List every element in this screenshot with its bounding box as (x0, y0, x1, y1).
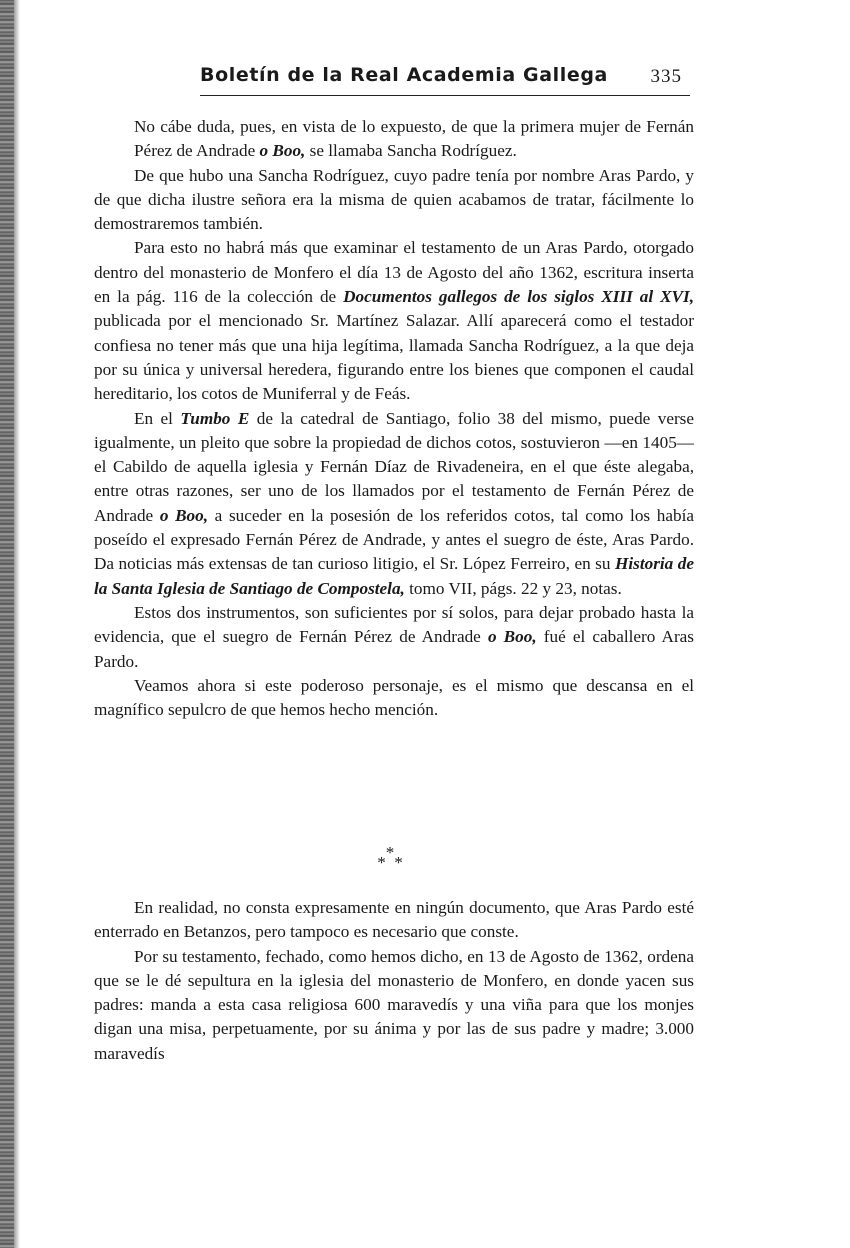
body-text-lower (94, 896, 694, 1066)
italic-run: Documentos gallegos de los siglos XIII al XVI, (343, 287, 695, 307)
body-text-upper (94, 115, 694, 722)
text-run: Estos dos instrumentos, son suficientes por sí solos, para dejar probado hasta la evidencia, que el suegro de Fernán Pérez de Andrade (94, 602, 694, 647)
text-run: de la catedral de Santiago, folio 38 del mismo, puede verse igualmente, un pleito que sobre la propiedad de dichos cotos, sostuvieron —en 1405— el Cabildo de aquella iglesia y Fernán Díaz de Rivadeneira, en el que éste alegaba, entre otras razones, ser uno de los llamados por el testamento de Fernán Pérez de Andrade (94, 408, 695, 525)
italic-run: o Boo, (159, 505, 209, 525)
paragraph (94, 115, 694, 164)
italic-run: Historia de la Santa Iglesia de Santiago de Compostela, (94, 554, 695, 598)
text-run: tomo VII, págs. 22 y 23, notas. (404, 578, 622, 598)
italic-run: Tumbo E (180, 408, 250, 428)
asterisk-top: * (385, 843, 395, 862)
page-number: 335 (650, 66, 682, 87)
asterisk-pair: * * (377, 853, 403, 872)
text-run: se llamaba Sancha Rodríguez. (305, 141, 517, 161)
paragraph: En realidad, no consta expresamente en ningún documento, que Aras Pardo esté enterrado en Betanzos, pero tampoco es necesario que conste. (94, 898, 694, 942)
book-binding-edge (0, 0, 14, 1248)
header-rule (200, 95, 690, 96)
journal-title: Boletín de la Real Academia Gallega (200, 64, 608, 86)
italic-run: o Boo, (487, 627, 537, 647)
text-run: En el (134, 408, 181, 428)
paragraph (94, 601, 694, 674)
text-run: fué el caballero Aras Pardo. (94, 627, 694, 671)
text-run: a suceder en la posesión de los referidos cotos, tal como los había poseído el expresado Fernán Pérez de Andrade, y antes el suegro de éste, Aras Pardo. Da noticias más extensas de tan curioso litigio, el Sr. López Ferreiro, en su (94, 505, 694, 574)
section-asterism (370, 843, 410, 878)
paragraph (94, 407, 694, 601)
paragraph (94, 674, 694, 723)
paragraph (94, 236, 694, 406)
italic-run: o Boo, (259, 141, 306, 161)
text-run: No cábe duda, pues, en vista de lo expuesto, de que la primera mujer de Fernán Pérez de Andrade (134, 117, 694, 161)
paragraph (94, 164, 694, 237)
text-run: publicada por el mencionado Sr. Martínez Salazar. Allí aparecerá como el testador confiesa no tener más que una hija legítima, llamada Sancha Rodríguez, a la que deja por su única y universal heredera, figurando entre los bienes que componen el caudal hereditario, los cotos de Muniferral y de Feás. (94, 311, 694, 404)
text-run: Para esto no habrá más que examinar el testamento de un Aras Pardo, otorgado dentro del monasterio de Monfero el día 13 de Agosto del año 1362, escritura inserta en la pág. 116 de la colección de (94, 238, 694, 307)
text-run: Veamos ahora si este poderoso personaje, es el mismo que descansa en el magnífico sepulcro de que hemos hecho mención. (94, 675, 694, 720)
text-run: De que hubo una Sancha Rodríguez, cuyo padre tenía por nombre Aras Pardo, y de que dicha ilustre señora era la misma de quien acabamos de tratar, fácilmente lo demostraremos también. (94, 165, 694, 234)
paragraph: Por su testamento, fechado, como hemos dicho, en 13 de Agosto de 1362, ordena que se le dé sepultura en la iglesia del monasterio de Monfero, en donde yacen sus padres: manda a esta casa religiosa 600 maravedís y una viña para que los monjes digan una misa, perpetuamente, por su ánima y por las de sus padre y madre; 3.000 maravedís (94, 946, 694, 1063)
binding-shadow (14, 0, 20, 1248)
running-header (200, 64, 690, 96)
